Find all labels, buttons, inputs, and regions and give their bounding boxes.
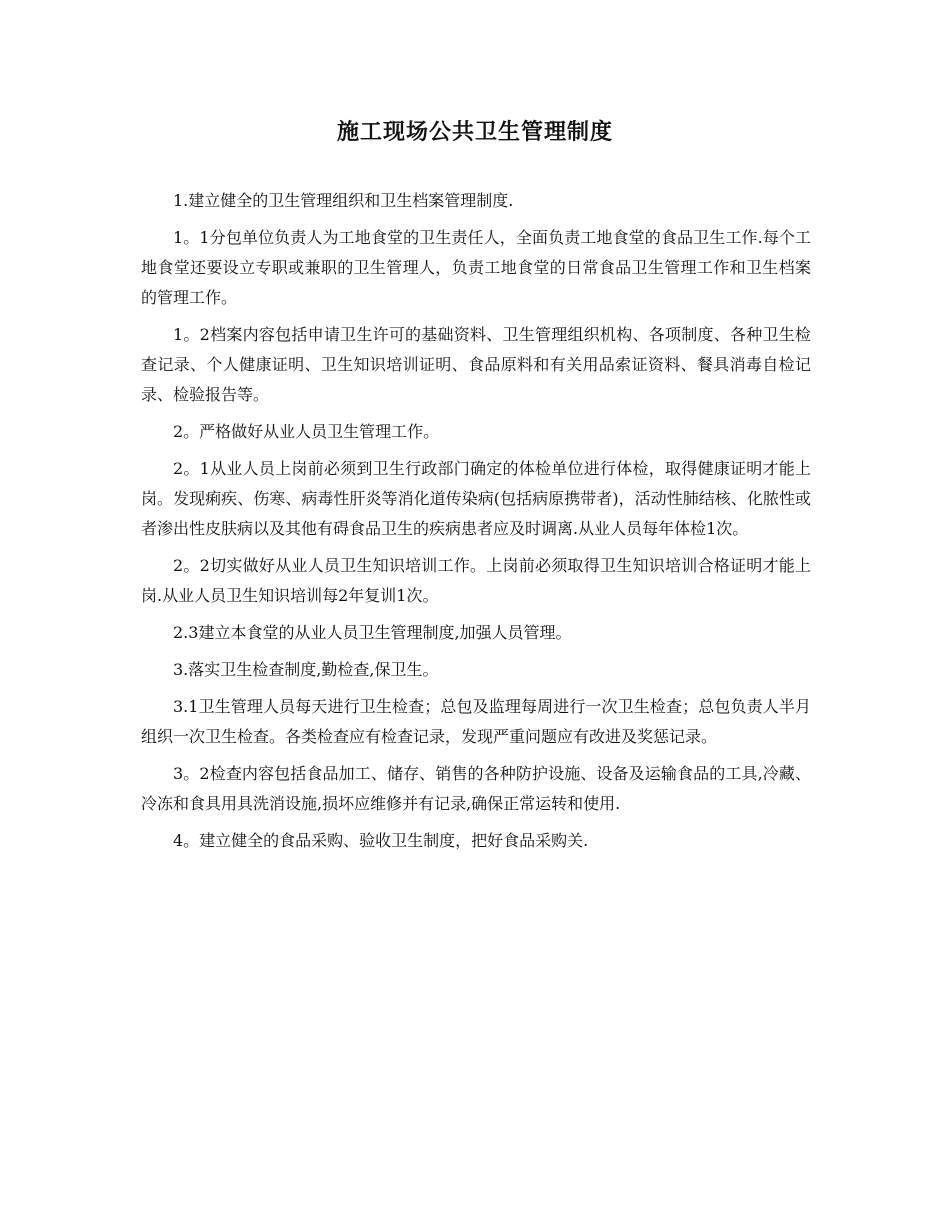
paragraph-2-3: 2.3建立本食堂的从业人员卫生管理制度,加强人员管理。 [173,623,572,642]
paragraph-2-2: 2。2切实做好从业人员卫生知识培训工作。上岗前必须取得卫生知识培训合格证明才能上岗.从业人员卫生知识培训每2年复训1次。 [141,556,811,605]
paragraph-3: 3.落实卫生检查制度,勤检查,保卫生。 [173,660,439,679]
paragraph-1-2: 1。2档案内容包括申请卫生许可的基础资料、卫生管理组织机构、各项制度、各种卫生检查记录、个人健康证明、卫生知识培训证明、食品原料和有关用品索证资料、餐具消毒自检记录、检验报告等。 [141,325,811,404]
paragraph-1: 1.建立健全的卫生管理组织和卫生档案管理制度. [173,191,514,210]
document-title: 施工现场公共卫生管理制度 [336,119,613,145]
paragraph-4: 4。建立健全的食品采购、验收卫生制度，把好食品采购关. [173,831,589,850]
paragraph-1-1: 1。1分包单位负责人为工地食堂的卫生责任人，全面负责工地食堂的食品卫生工作.每个工地食堂还要设立专职或兼职的卫生管理人，负责工地食堂的日常食品卫生管理工作和卫生档案的管理工作。 [141,228,811,307]
paragraph-2: 2。严格做好从业人员卫生管理工作。 [173,422,440,441]
paragraph-2-1: 2。1从业人员上岗前必须到卫生行政部门确定的体检单位进行体检，取得健康证明才能上岗。发现痢疾、伤寒、病毒性肝炎等消化道传染病(包括病原携带者)，活动性肺结核、化脓性或者渗出性皮肤病以及其他有碍食品卫生的疾病患者应及时调离.从业人员每年体检1次。 [141,459,811,538]
paragraph-3-1: 3.1卫生管理人员每天进行卫生检查；总包及监理每周进行一次卫生检查；总包负责人半月组织一次卫生检查。各类检查应有检查记录，发现严重问题应有改进及奖惩记录。 [141,697,811,746]
document-body [141,186,811,863]
paragraph-3-2: 3。2检查内容包括食品加工、储存、销售的各种防护设施、设备及运输食品的工具,冷藏、冷冻和食具用具洗消设施,损坏应维修并有记录,确保正常运转和使用. [141,764,811,813]
